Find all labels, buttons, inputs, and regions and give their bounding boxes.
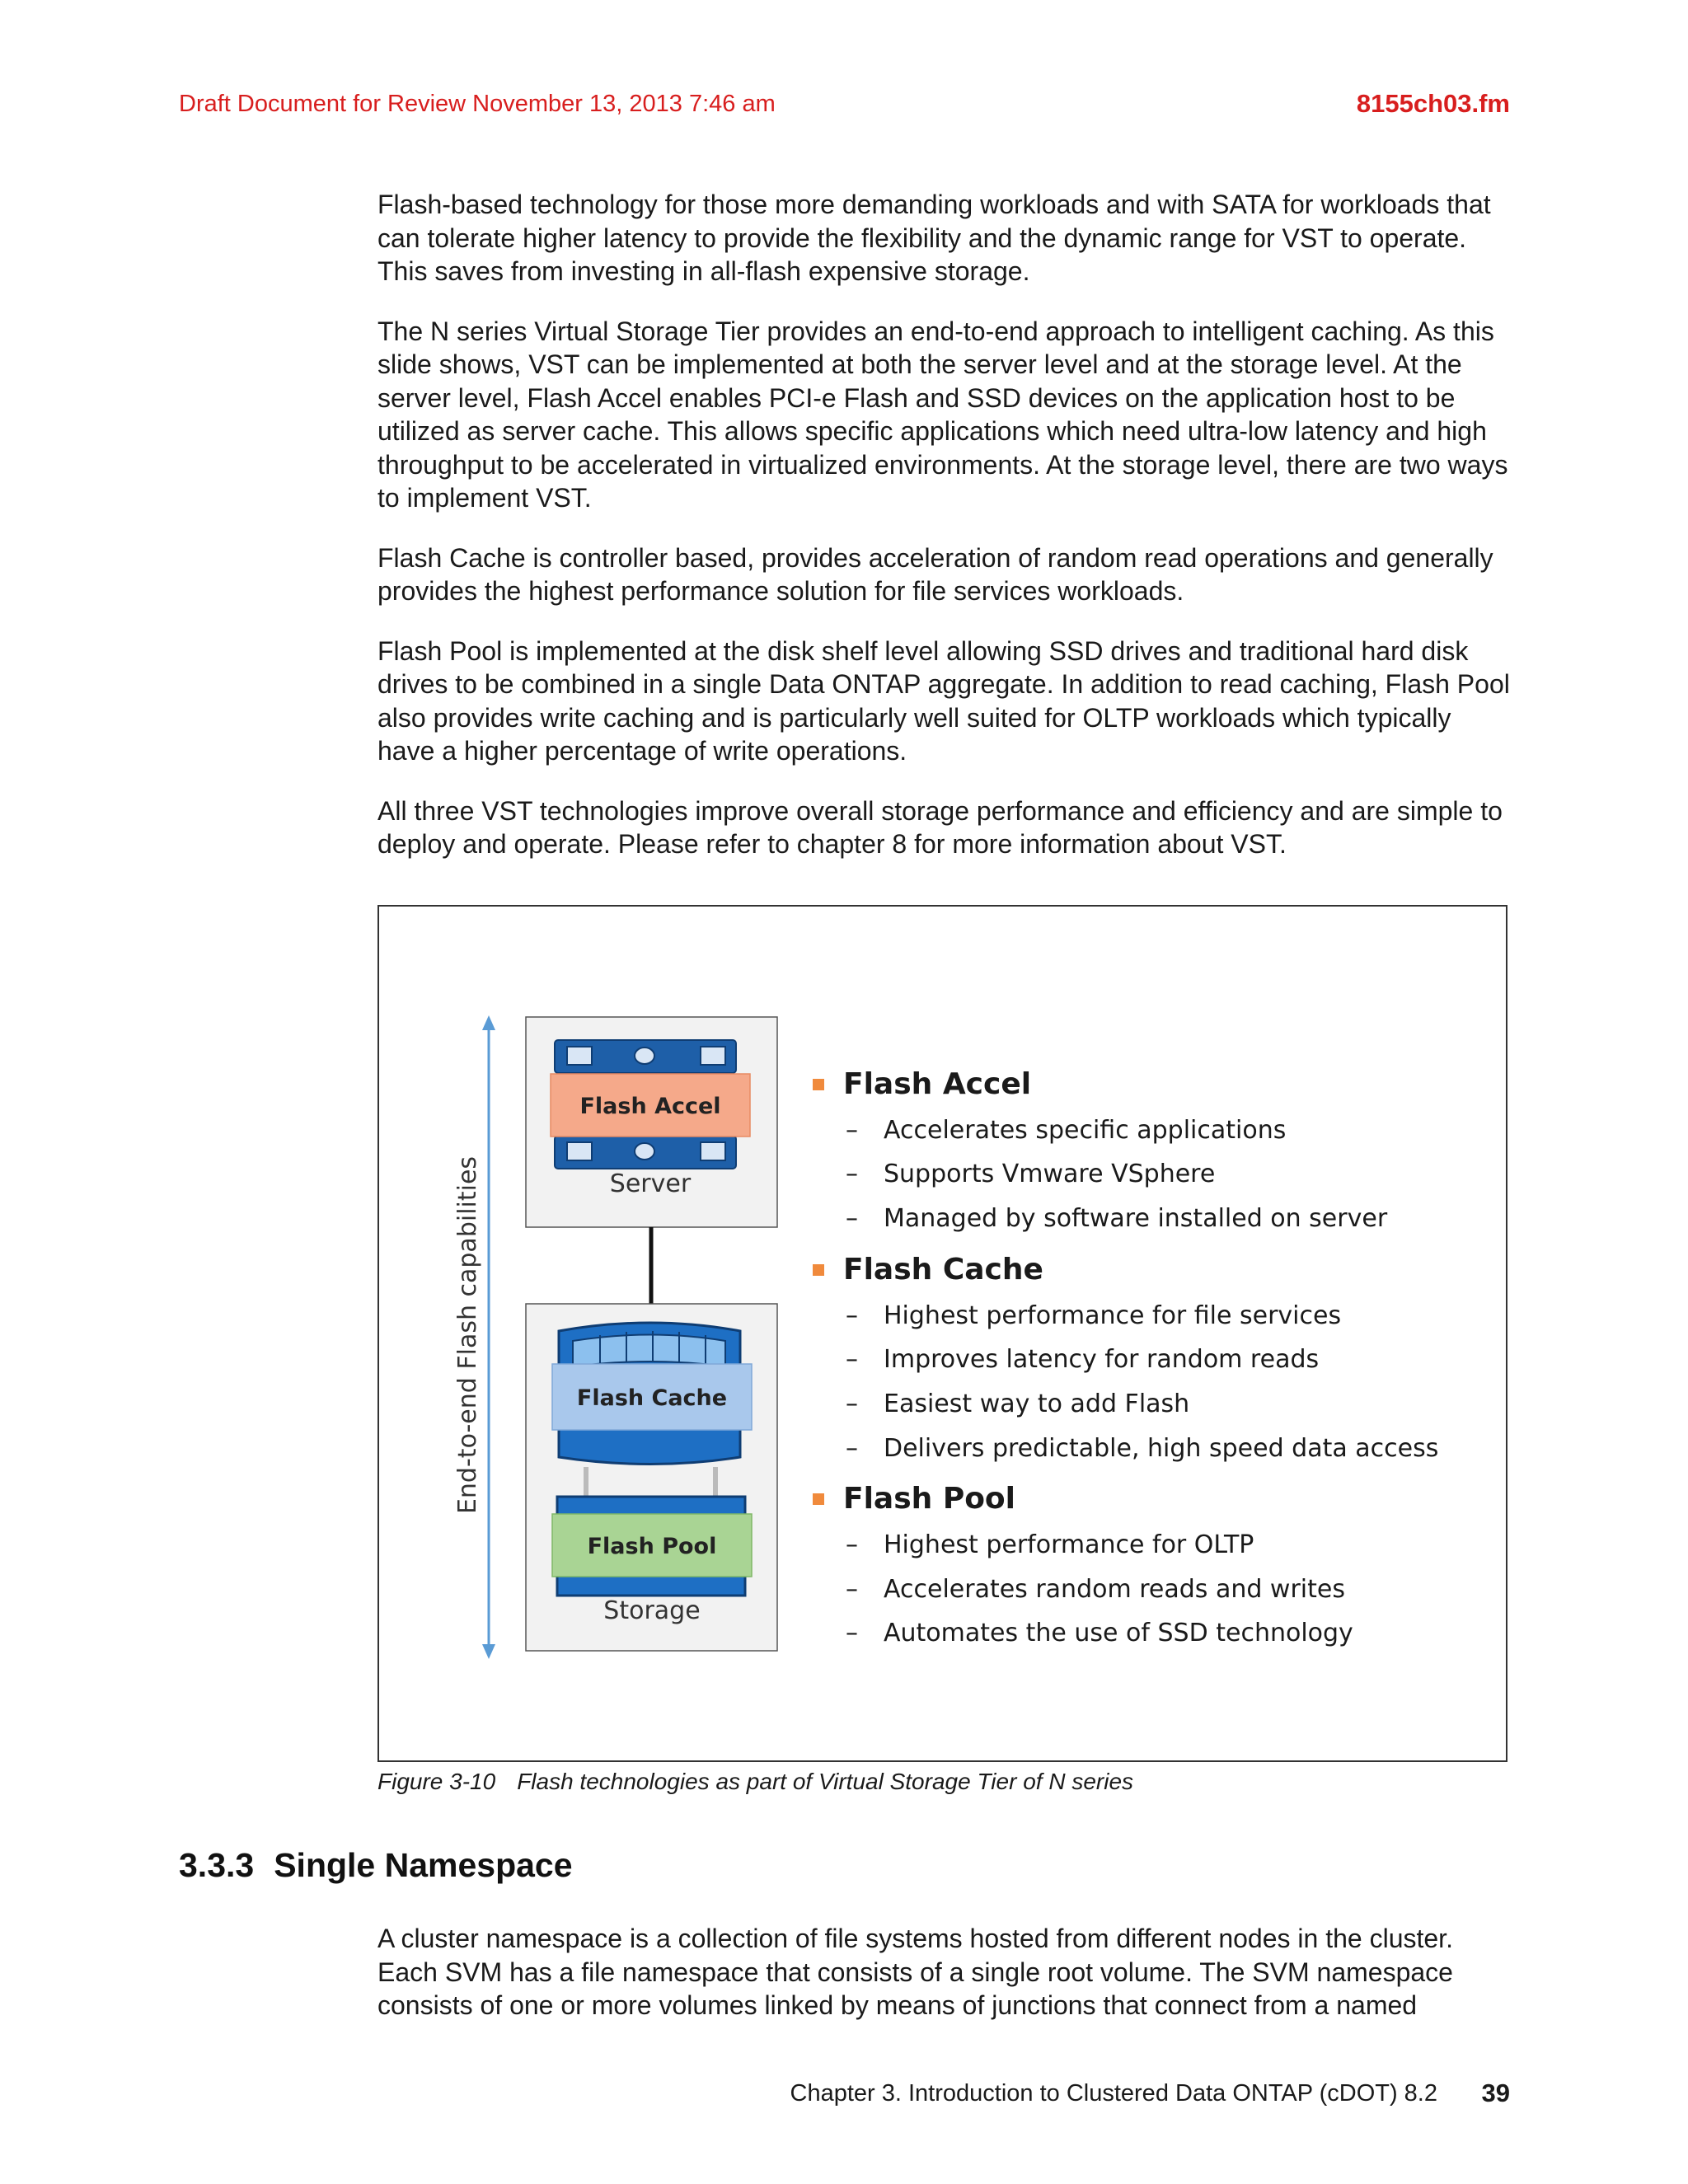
bullet-dash: – bbox=[846, 1619, 858, 1647]
vst-figure bbox=[377, 905, 1507, 1762]
server-caption: Server bbox=[609, 1169, 692, 1198]
paragraph: Flash Cache is controller based, provides acceleration of random read operations and generally provides the highest performance solution for file services workloads. bbox=[377, 542, 1493, 606]
footer-chapter: Chapter 3. Introduction to Clustered Data ONTAP (cDOT) 8.2 bbox=[790, 2080, 1437, 2107]
bullet-square bbox=[813, 1079, 824, 1090]
bullet-item: Easiest way to add Flash bbox=[884, 1390, 1190, 1418]
bullet-item: Accelerates specific applications bbox=[884, 1116, 1287, 1145]
bullet-square bbox=[813, 1264, 824, 1276]
bullet-title-flash-cache: Flash Cache bbox=[843, 1253, 1043, 1286]
storage-caption: Storage bbox=[603, 1596, 701, 1625]
bullet-dash: – bbox=[846, 1434, 858, 1463]
file-name: 8155ch03.fm bbox=[1356, 89, 1510, 118]
draft-notice: Draft Document for Review November 13, 2013 7:46 am bbox=[179, 91, 776, 117]
bullet-dash: – bbox=[846, 1160, 858, 1188]
paragraph: Flash Pool is implemented at the disk shelf level allowing SSD drives and traditional hard disk drives to be combined in a single Data ONTAP aggregate. In addition to read caching, Flash Pool also provides write caching and is particularly well suited for OLTP workloads which typically have a higher percentage of write operations. bbox=[377, 635, 1510, 766]
bullet-item: Highest performance for file services bbox=[884, 1301, 1342, 1330]
bullet-title-flash-pool: Flash Pool bbox=[843, 1482, 1016, 1516]
flash-accel-chip-label: Flash Accel bbox=[579, 1094, 721, 1119]
paragraph: A cluster namespace is a collection of file systems hosted from different nodes in the cluster. Each SVM has a file namespace that consists of a single root volume. The SVM namespace consists of one or more volumes linked by means of junctions that connect from a named bbox=[377, 1924, 1453, 2020]
section-body bbox=[377, 1922, 1515, 2022]
bullet-item: Supports Vmware VSphere bbox=[884, 1160, 1216, 1188]
bullet-item: Highest performance for OLTP bbox=[884, 1530, 1254, 1559]
body-text bbox=[377, 188, 1515, 888]
vst-diagram bbox=[379, 907, 1506, 1760]
section-number: 3.3.3 bbox=[179, 1846, 255, 1884]
figure-caption-text: Flash technologies as part of Virtual Storage Tier of N series bbox=[517, 1769, 1134, 1794]
section-title: Single Namespace bbox=[274, 1846, 573, 1884]
bullet-item: Automates the use of SSD technology bbox=[884, 1619, 1353, 1647]
section-heading bbox=[179, 1846, 573, 1885]
figure-caption bbox=[377, 1769, 1133, 1795]
axis-label: End-to-end Flash capabilities bbox=[453, 1155, 482, 1515]
bullet-dash: – bbox=[846, 1530, 858, 1559]
flash-cache-chip-label: Flash Cache bbox=[576, 1385, 728, 1411]
bullet-square bbox=[813, 1493, 824, 1505]
bullet-dash: – bbox=[846, 1575, 858, 1604]
capability-arrow bbox=[482, 1015, 495, 1659]
page-number: 39 bbox=[1481, 2079, 1510, 2107]
bullet-dash: – bbox=[846, 1301, 858, 1330]
figure-number: Figure 3-10 bbox=[377, 1769, 496, 1794]
bullet-dash: – bbox=[846, 1390, 858, 1418]
bullet-title-flash-accel: Flash Accel bbox=[843, 1067, 1032, 1101]
bullet-item: Improves latency for random reads bbox=[884, 1345, 1320, 1374]
bullet-dash: – bbox=[846, 1116, 858, 1145]
paragraph: The N series Virtual Storage Tier provides an end-to-end approach to intelligent caching. As this slide shows, VST can be implemented at both the server level and at the storage level. At the server level, Flash Accel enables PCI-e Flash and SSD devices on the application host to be utilized as server cache. This allows specific applications which need ultra-low latency and high throughput to be accelerated in virtualized environments. At the storage level, there are two ways to implement VST. bbox=[377, 316, 1508, 513]
flash-pool-chip-label: Flash Pool bbox=[587, 1534, 717, 1559]
bullet-item: Managed by software installed on server bbox=[884, 1204, 1388, 1233]
bullet-dash: – bbox=[846, 1204, 858, 1233]
bullet-dash: – bbox=[846, 1345, 858, 1374]
paragraph: Flash-based technology for those more demanding workloads and with SATA for workloads that can tolerate higher latency to provide the flexibility and the dynamic range for VST to operate. This saves from investing in all-flash expensive storage. bbox=[377, 190, 1491, 286]
bullet-item: Delivers predictable, high speed data access bbox=[884, 1434, 1439, 1463]
paragraph: All three VST technologies improve overall storage performance and efficiency and are simple to deploy and operate. Please refer to chapter 8 for more information about VST. bbox=[377, 795, 1503, 859]
bullet-item: Accelerates random reads and writes bbox=[884, 1575, 1345, 1604]
